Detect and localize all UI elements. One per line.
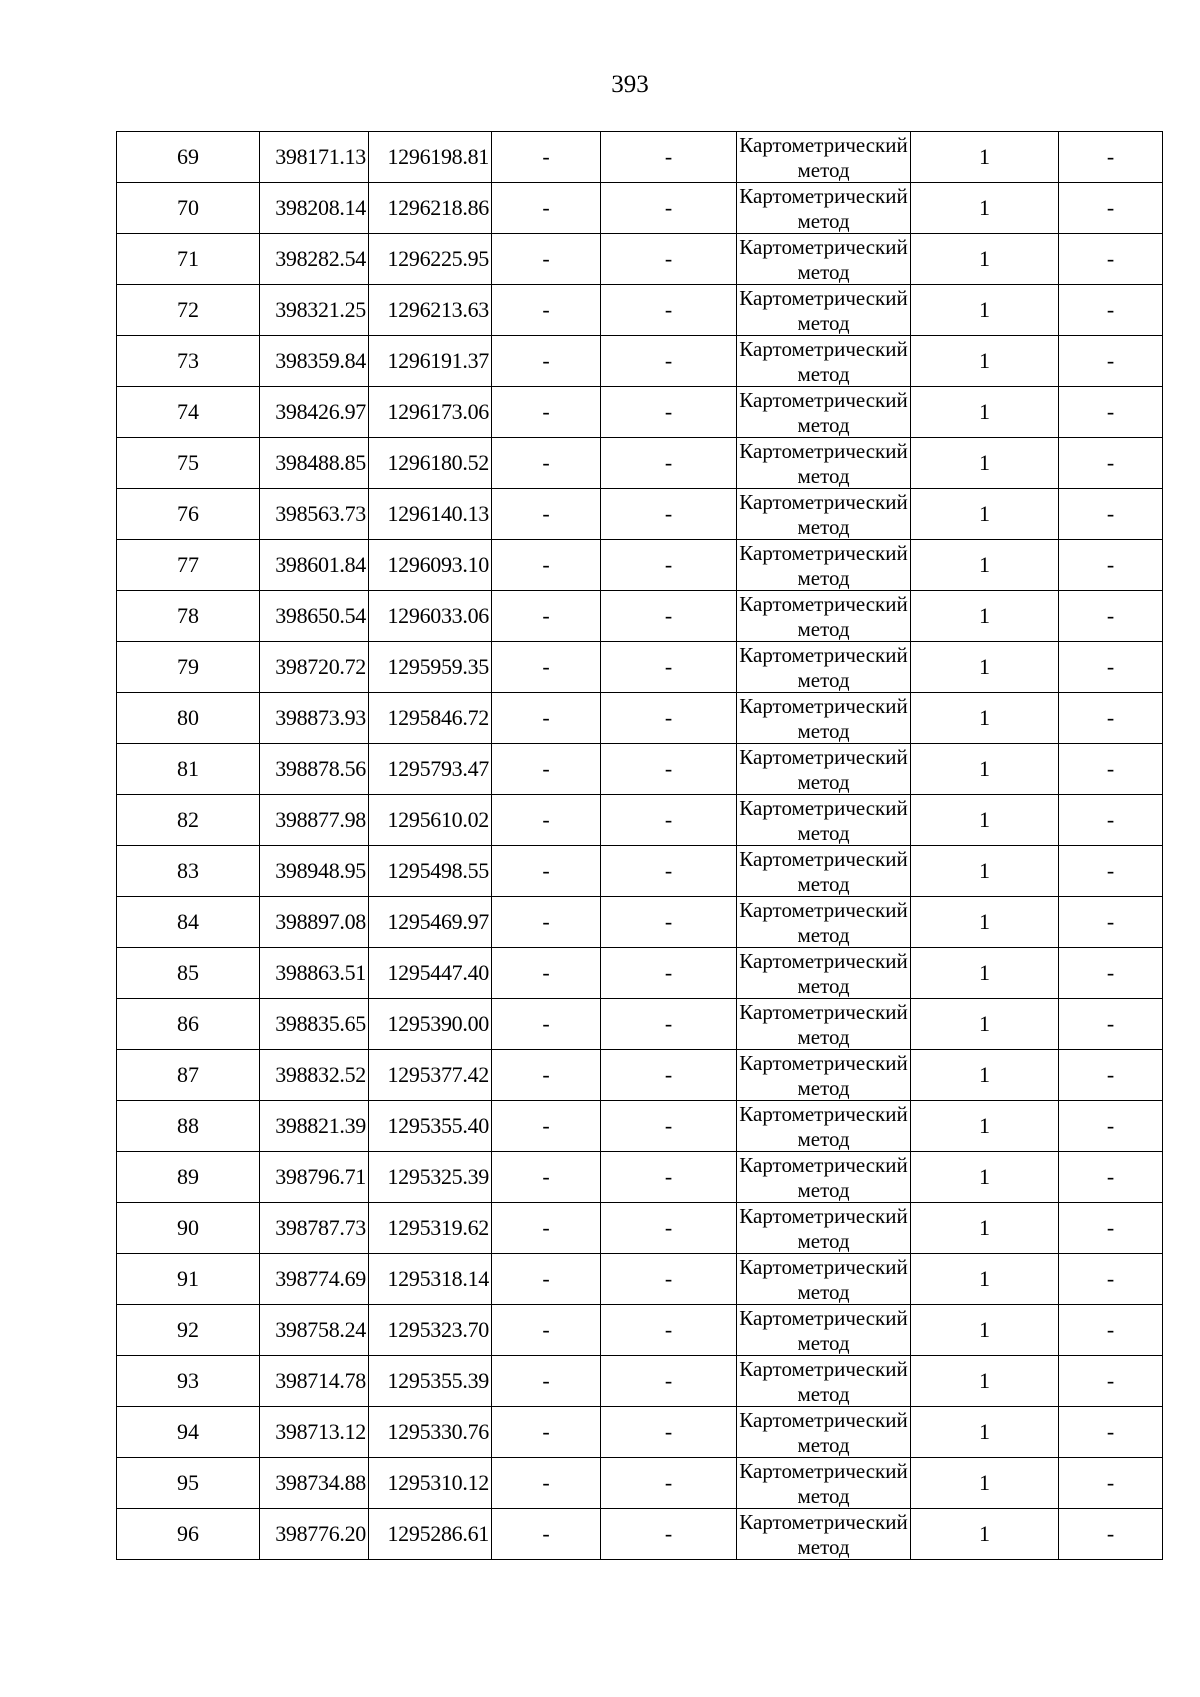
column-8-cell: - [1059,693,1163,744]
point-number-cell: 84 [117,897,260,948]
column-4-cell: - [492,1458,601,1509]
x-coordinate-cell: 398488.85 [260,438,369,489]
method-cell [737,387,911,438]
column-5-cell: - [601,285,737,336]
column-7-cell: 1 [911,744,1059,795]
method-text: Картометрический метод [739,1408,908,1457]
method-cell [737,336,911,387]
method-cell [737,285,911,336]
table-row [117,1407,1163,1458]
method-text: Картометрический метод [739,898,908,947]
column-8-cell: - [1059,1254,1163,1305]
y-coordinate-cell: 1295498.55 [369,846,492,897]
column-7-cell: 1 [911,897,1059,948]
column-7-cell: 1 [911,846,1059,897]
x-coordinate-cell: 398734.88 [260,1458,369,1509]
column-8-cell: - [1059,183,1163,234]
y-coordinate-cell: 1295323.70 [369,1305,492,1356]
column-4-cell: - [492,336,601,387]
column-4-cell: - [492,591,601,642]
table-row [117,438,1163,489]
method-text: Картометрический метод [739,643,908,692]
point-number-cell: 81 [117,744,260,795]
column-8-cell: - [1059,540,1163,591]
y-coordinate-cell: 1296173.06 [369,387,492,438]
column-7-cell: 1 [911,1101,1059,1152]
table-row [117,1305,1163,1356]
column-8-cell: - [1059,1356,1163,1407]
point-number-cell: 92 [117,1305,260,1356]
page-number: 393 [611,71,649,98]
column-8-cell: - [1059,1203,1163,1254]
method-text: Картометрический метод [739,1204,908,1253]
method-text: Картометрический метод [739,184,908,233]
table-row [117,897,1163,948]
method-cell [737,540,911,591]
y-coordinate-cell: 1296033.06 [369,591,492,642]
column-8-cell: - [1059,999,1163,1050]
method-text: Картометрический метод [739,541,908,590]
method-text: Картометрический метод [739,1102,908,1151]
column-5-cell: - [601,744,737,795]
method-cell [737,183,911,234]
method-cell [737,1101,911,1152]
method-cell [737,999,911,1050]
method-text: Картометрический метод [739,1153,908,1202]
column-8-cell: - [1059,234,1163,285]
table-row [117,1101,1163,1152]
y-coordinate-cell: 1295330.76 [369,1407,492,1458]
column-4-cell: - [492,948,601,999]
column-8-cell: - [1059,897,1163,948]
table-row [117,591,1163,642]
method-text: Картометрический метод [739,796,908,845]
table-row [117,642,1163,693]
y-coordinate-cell: 1296140.13 [369,489,492,540]
method-cell [737,1152,911,1203]
column-4-cell: - [492,795,601,846]
method-text: Картометрический метод [739,694,908,743]
column-7-cell: 1 [911,132,1059,183]
column-8-cell: - [1059,489,1163,540]
x-coordinate-cell: 398832.52 [260,1050,369,1101]
x-coordinate-cell: 398713.12 [260,1407,369,1458]
x-coordinate-cell: 398720.72 [260,642,369,693]
method-cell [737,642,911,693]
column-5-cell: - [601,489,737,540]
table-row [117,489,1163,540]
column-8-cell: - [1059,1407,1163,1458]
column-5-cell: - [601,183,737,234]
method-cell [737,1509,911,1560]
x-coordinate-cell: 398601.84 [260,540,369,591]
column-4-cell: - [492,1356,601,1407]
x-coordinate-cell: 398359.84 [260,336,369,387]
x-coordinate-cell: 398774.69 [260,1254,369,1305]
point-number-cell: 90 [117,1203,260,1254]
column-5-cell: - [601,1305,737,1356]
table-row [117,1356,1163,1407]
table-row [117,234,1163,285]
column-4-cell: - [492,1509,601,1560]
column-5-cell: - [601,1101,737,1152]
column-7-cell: 1 [911,234,1059,285]
column-4-cell: - [492,132,601,183]
point-number-cell: 73 [117,336,260,387]
table-row [117,387,1163,438]
column-5-cell: - [601,132,737,183]
method-cell [737,1305,911,1356]
column-5-cell: - [601,642,737,693]
column-8-cell: - [1059,1458,1163,1509]
y-coordinate-cell: 1295959.35 [369,642,492,693]
column-7-cell: 1 [911,1305,1059,1356]
point-number-cell: 85 [117,948,260,999]
column-7-cell: 1 [911,693,1059,744]
method-text: Картометрический метод [739,949,908,998]
point-number-cell: 78 [117,591,260,642]
point-number-cell: 94 [117,1407,260,1458]
column-8-cell: - [1059,795,1163,846]
column-4-cell: - [492,1152,601,1203]
y-coordinate-cell: 1296225.95 [369,234,492,285]
x-coordinate-cell: 398873.93 [260,693,369,744]
column-4-cell: - [492,846,601,897]
point-number-cell: 75 [117,438,260,489]
method-text: Картометрический метод [739,133,908,182]
method-text: Картометрический метод [739,1510,908,1559]
y-coordinate-cell: 1296093.10 [369,540,492,591]
table-row [117,1203,1163,1254]
method-text: Картометрический метод [739,286,908,335]
y-coordinate-cell: 1295390.00 [369,999,492,1050]
table-row [117,795,1163,846]
column-4-cell: - [492,1050,601,1101]
column-8-cell: - [1059,591,1163,642]
column-8-cell: - [1059,387,1163,438]
column-7-cell: 1 [911,999,1059,1050]
column-5-cell: - [601,1254,737,1305]
column-8-cell: - [1059,1050,1163,1101]
y-coordinate-cell: 1295286.61 [369,1509,492,1560]
point-number-cell: 88 [117,1101,260,1152]
point-number-cell: 69 [117,132,260,183]
method-cell [737,1458,911,1509]
y-coordinate-cell: 1295325.39 [369,1152,492,1203]
method-cell [737,897,911,948]
x-coordinate-cell: 398877.98 [260,795,369,846]
point-number-cell: 91 [117,1254,260,1305]
method-text: Картометрический метод [739,235,908,284]
column-8-cell: - [1059,948,1163,999]
method-cell [737,132,911,183]
column-5-cell: - [601,1356,737,1407]
column-7-cell: 1 [911,1458,1059,1509]
method-text: Картометрический метод [739,745,908,794]
point-number-cell: 83 [117,846,260,897]
column-5-cell: - [601,693,737,744]
method-cell [737,744,911,795]
method-cell [737,1254,911,1305]
column-4-cell: - [492,897,601,948]
method-text: Картометрический метод [739,337,908,386]
column-4-cell: - [492,642,601,693]
column-5-cell: - [601,387,737,438]
method-text: Картометрический метод [739,1255,908,1304]
point-number-cell: 70 [117,183,260,234]
column-4-cell: - [492,1305,601,1356]
method-text: Картометрический метод [739,388,908,437]
method-cell [737,1407,911,1458]
method-cell [737,948,911,999]
x-coordinate-cell: 398758.24 [260,1305,369,1356]
y-coordinate-cell: 1295469.97 [369,897,492,948]
column-5-cell: - [601,438,737,489]
column-4-cell: - [492,234,601,285]
column-5-cell: - [601,591,737,642]
column-8-cell: - [1059,1152,1163,1203]
point-number-cell: 93 [117,1356,260,1407]
column-8-cell: - [1059,132,1163,183]
method-text: Картометрический метод [739,490,908,539]
column-5-cell: - [601,897,737,948]
y-coordinate-cell: 1295355.40 [369,1101,492,1152]
column-4-cell: - [492,693,601,744]
method-text: Картометрический метод [739,1459,908,1508]
column-7-cell: 1 [911,183,1059,234]
x-coordinate-cell: 398878.56 [260,744,369,795]
y-coordinate-cell: 1295355.39 [369,1356,492,1407]
column-5-cell: - [601,540,737,591]
column-4-cell: - [492,1101,601,1152]
column-8-cell: - [1059,846,1163,897]
point-number-cell: 87 [117,1050,260,1101]
table-row [117,336,1163,387]
table-row [117,999,1163,1050]
method-text: Картометрический метод [739,1306,908,1355]
column-5-cell: - [601,948,737,999]
column-5-cell: - [601,795,737,846]
column-4-cell: - [492,999,601,1050]
column-4-cell: - [492,1254,601,1305]
column-8-cell: - [1059,1509,1163,1560]
point-number-cell: 80 [117,693,260,744]
x-coordinate-cell: 398821.39 [260,1101,369,1152]
x-coordinate-cell: 398426.97 [260,387,369,438]
point-number-cell: 89 [117,1152,260,1203]
column-5-cell: - [601,336,737,387]
table-row [117,285,1163,336]
column-5-cell: - [601,999,737,1050]
method-cell [737,846,911,897]
column-8-cell: - [1059,285,1163,336]
column-4-cell: - [492,489,601,540]
point-number-cell: 86 [117,999,260,1050]
column-5-cell: - [601,1407,737,1458]
method-text: Картометрический метод [739,439,908,488]
column-5-cell: - [601,846,737,897]
column-7-cell: 1 [911,387,1059,438]
column-5-cell: - [601,1152,737,1203]
column-7-cell: 1 [911,336,1059,387]
x-coordinate-cell: 398796.71 [260,1152,369,1203]
column-7-cell: 1 [911,438,1059,489]
y-coordinate-cell: 1295318.14 [369,1254,492,1305]
x-coordinate-cell: 398321.25 [260,285,369,336]
column-7-cell: 1 [911,540,1059,591]
y-coordinate-cell: 1296191.37 [369,336,492,387]
method-cell [737,1050,911,1101]
point-number-cell: 82 [117,795,260,846]
x-coordinate-cell: 398835.65 [260,999,369,1050]
column-8-cell: - [1059,438,1163,489]
y-coordinate-cell: 1295793.47 [369,744,492,795]
table-row [117,948,1163,999]
x-coordinate-cell: 398650.54 [260,591,369,642]
column-4-cell: - [492,540,601,591]
column-7-cell: 1 [911,591,1059,642]
point-number-cell: 76 [117,489,260,540]
method-text: Картометрический метод [739,1051,908,1100]
point-number-cell: 72 [117,285,260,336]
column-7-cell: 1 [911,795,1059,846]
coordinates-table [116,131,1163,1560]
x-coordinate-cell: 398897.08 [260,897,369,948]
point-number-cell: 74 [117,387,260,438]
x-coordinate-cell: 398863.51 [260,948,369,999]
column-4-cell: - [492,285,601,336]
table-row [117,183,1163,234]
method-cell [737,693,911,744]
column-8-cell: - [1059,1305,1163,1356]
y-coordinate-cell: 1295319.62 [369,1203,492,1254]
column-4-cell: - [492,744,601,795]
method-cell [737,234,911,285]
method-text: Картометрический метод [739,1000,908,1049]
column-7-cell: 1 [911,642,1059,693]
column-7-cell: 1 [911,948,1059,999]
x-coordinate-cell: 398208.14 [260,183,369,234]
y-coordinate-cell: 1296180.52 [369,438,492,489]
method-cell [737,1203,911,1254]
method-cell [737,438,911,489]
method-text: Картометрический метод [739,592,908,641]
method-text: Картометрический метод [739,847,908,896]
table-row [117,693,1163,744]
x-coordinate-cell: 398282.54 [260,234,369,285]
point-number-cell: 96 [117,1509,260,1560]
x-coordinate-cell: 398948.95 [260,846,369,897]
column-5-cell: - [601,1458,737,1509]
table-row [117,132,1163,183]
column-7-cell: 1 [911,1152,1059,1203]
column-7-cell: 1 [911,1050,1059,1101]
y-coordinate-cell: 1295447.40 [369,948,492,999]
table-row [117,1254,1163,1305]
table-row [117,1458,1163,1509]
y-coordinate-cell: 1296218.86 [369,183,492,234]
table-body [117,132,1163,1560]
x-coordinate-cell: 398563.73 [260,489,369,540]
column-7-cell: 1 [911,489,1059,540]
table-row [117,846,1163,897]
column-7-cell: 1 [911,1356,1059,1407]
point-number-cell: 95 [117,1458,260,1509]
y-coordinate-cell: 1296213.63 [369,285,492,336]
column-8-cell: - [1059,744,1163,795]
column-8-cell: - [1059,336,1163,387]
point-number-cell: 79 [117,642,260,693]
table-row [117,540,1163,591]
y-coordinate-cell: 1295377.42 [369,1050,492,1101]
column-5-cell: - [601,234,737,285]
column-4-cell: - [492,183,601,234]
column-4-cell: - [492,1203,601,1254]
point-number-cell: 77 [117,540,260,591]
column-5-cell: - [601,1050,737,1101]
method-cell [737,591,911,642]
y-coordinate-cell: 1296198.81 [369,132,492,183]
y-coordinate-cell: 1295310.12 [369,1458,492,1509]
column-4-cell: - [492,1407,601,1458]
column-7-cell: 1 [911,1407,1059,1458]
table-row [117,1152,1163,1203]
column-7-cell: 1 [911,1203,1059,1254]
x-coordinate-cell: 398171.13 [260,132,369,183]
column-4-cell: - [492,387,601,438]
point-number-cell: 71 [117,234,260,285]
table-row [117,1509,1163,1560]
column-7-cell: 1 [911,285,1059,336]
method-cell [737,489,911,540]
table-row [117,1050,1163,1101]
method-text: Картометрический метод [739,1357,908,1406]
table-row [117,744,1163,795]
x-coordinate-cell: 398714.78 [260,1356,369,1407]
y-coordinate-cell: 1295846.72 [369,693,492,744]
x-coordinate-cell: 398787.73 [260,1203,369,1254]
column-7-cell: 1 [911,1254,1059,1305]
column-8-cell: - [1059,1101,1163,1152]
y-coordinate-cell: 1295610.02 [369,795,492,846]
x-coordinate-cell: 398776.20 [260,1509,369,1560]
method-cell [737,1356,911,1407]
column-7-cell: 1 [911,1509,1059,1560]
column-8-cell: - [1059,642,1163,693]
method-cell [737,795,911,846]
column-5-cell: - [601,1203,737,1254]
column-4-cell: - [492,438,601,489]
column-5-cell: - [601,1509,737,1560]
